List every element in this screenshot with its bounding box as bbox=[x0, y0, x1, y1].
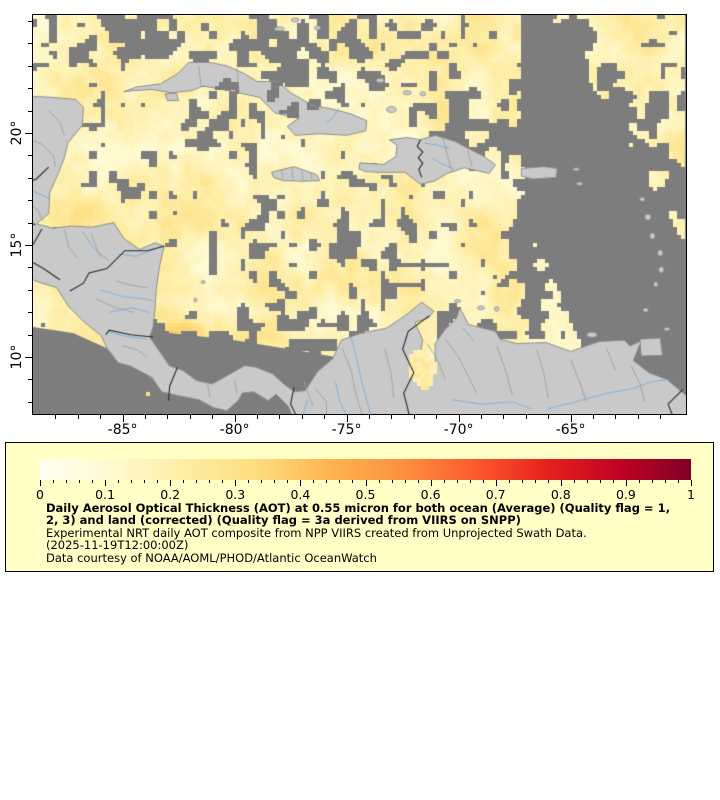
colorbar-tick bbox=[522, 480, 523, 483]
axis-tick bbox=[548, 415, 549, 419]
axis-tick bbox=[302, 415, 303, 419]
axis-tick bbox=[257, 415, 258, 419]
colorbar-tick bbox=[196, 480, 197, 483]
colorbar-tick bbox=[248, 480, 249, 483]
axis-tick bbox=[28, 223, 32, 224]
colorbar-tick-label: 0.8 bbox=[550, 487, 571, 502]
axis-tick bbox=[414, 415, 415, 419]
colorbar-tick bbox=[509, 480, 510, 483]
axis-tick bbox=[28, 402, 32, 403]
colorbar-tick bbox=[170, 480, 171, 486]
colorbar-tick bbox=[496, 480, 497, 486]
colorbar-tick-label: 0.5 bbox=[355, 487, 376, 502]
colorbar-tick bbox=[157, 480, 158, 483]
colorbar-tick bbox=[444, 480, 445, 483]
colorbar-tick bbox=[183, 480, 184, 483]
colorbar-tick bbox=[287, 480, 288, 483]
axis-tick bbox=[28, 178, 32, 179]
axis-tick bbox=[347, 415, 348, 422]
axis-tick bbox=[212, 415, 213, 419]
map-canvas bbox=[32, 14, 687, 415]
axis-tick bbox=[369, 415, 370, 419]
colorbar-tick bbox=[144, 480, 145, 483]
colorbar-tick bbox=[352, 480, 353, 483]
axis-tick bbox=[571, 415, 572, 422]
axis-tick bbox=[28, 290, 32, 291]
lat-axis-label: 20° bbox=[9, 120, 25, 146]
colorbar-tick bbox=[431, 480, 432, 486]
axis-tick bbox=[615, 415, 616, 419]
axis-tick bbox=[436, 415, 437, 419]
colorbar-tick bbox=[261, 480, 262, 483]
axis-tick bbox=[190, 415, 191, 419]
colorbar-tick bbox=[366, 480, 367, 486]
colorbar-tick-label: 0.6 bbox=[420, 487, 441, 502]
axis-tick bbox=[28, 111, 32, 112]
colorbar-tick bbox=[313, 480, 314, 483]
colorbar-tick bbox=[561, 480, 562, 486]
axis-tick bbox=[660, 415, 661, 419]
axis-tick bbox=[28, 66, 32, 67]
colorbar-tick-label: 0.9 bbox=[615, 487, 636, 502]
axis-tick bbox=[391, 415, 392, 419]
axis-tick bbox=[55, 415, 56, 419]
colorbar-tick bbox=[131, 480, 132, 483]
lat-axis-label: 10° bbox=[9, 344, 25, 370]
colorbar-tick bbox=[339, 480, 340, 483]
colorbar-tick bbox=[53, 480, 54, 483]
axis-tick bbox=[28, 267, 32, 268]
lon-axis-label: -85° bbox=[107, 422, 138, 438]
colorbar-tick bbox=[79, 480, 80, 483]
axis-tick bbox=[78, 415, 79, 419]
axis-tick bbox=[28, 43, 32, 44]
axis-tick bbox=[28, 155, 32, 156]
caption-line-bold: 2, 3) and land (corrected) (Quality flag = 3a derived from VIIRS on SNPP) bbox=[46, 513, 521, 528]
axis-tick bbox=[503, 415, 504, 419]
colorbar-tick bbox=[457, 480, 458, 483]
lon-axis-label: -65° bbox=[555, 422, 586, 438]
axis-tick bbox=[28, 379, 32, 380]
axis-tick bbox=[28, 21, 32, 22]
axis-tick bbox=[28, 335, 32, 336]
axis-tick bbox=[25, 245, 32, 246]
colorbar-tick bbox=[392, 480, 393, 483]
axis-tick bbox=[324, 415, 325, 419]
colorbar-tick-label: 0.7 bbox=[485, 487, 506, 502]
colorbar-tick-label: 0.2 bbox=[160, 487, 181, 502]
lon-axis-label: -75° bbox=[331, 422, 362, 438]
colorbar-tick-label: 0.1 bbox=[95, 487, 116, 502]
axis-tick bbox=[481, 415, 482, 419]
axis-tick bbox=[145, 415, 146, 419]
lon-axis-label: -70° bbox=[443, 422, 474, 438]
axis-tick bbox=[279, 415, 280, 419]
axis-tick bbox=[28, 312, 32, 313]
colorbar-tick bbox=[626, 480, 627, 486]
colorbar-tick bbox=[222, 480, 223, 483]
colorbar-tick bbox=[326, 480, 327, 483]
axis-tick bbox=[526, 415, 527, 419]
axis-tick bbox=[167, 415, 168, 419]
caption-line: Experimental NRT daily AOT composite from NPP VIIRS created from Unprojected Swath Data. bbox=[46, 525, 587, 540]
axis-tick bbox=[123, 415, 124, 422]
colorbar-tick-label: 0 bbox=[36, 487, 44, 502]
colorbar-gradient bbox=[40, 459, 691, 480]
colorbar-tick bbox=[105, 480, 106, 486]
colorbar-tick bbox=[613, 480, 614, 483]
colorbar-tick bbox=[235, 480, 236, 486]
colorbar-tick bbox=[418, 480, 419, 483]
colorbar-tick bbox=[379, 480, 380, 483]
colorbar-tick-label: 1 bbox=[687, 487, 695, 502]
axis-tick bbox=[28, 88, 32, 89]
lon-axis-label: -80° bbox=[219, 422, 250, 438]
colorbar-tick bbox=[483, 480, 484, 483]
colorbar-tick bbox=[470, 480, 471, 483]
colorbar-tick bbox=[665, 480, 666, 483]
colorbar-tick bbox=[535, 480, 536, 483]
colorbar-tick bbox=[574, 480, 575, 483]
colorbar-tick bbox=[587, 480, 588, 483]
axis-tick bbox=[25, 133, 32, 134]
colorbar-tick bbox=[639, 480, 640, 483]
colorbar-tick-label: 0.3 bbox=[225, 487, 246, 502]
colorbar-tick bbox=[652, 480, 653, 483]
colorbar-tick bbox=[691, 480, 692, 486]
axis-tick bbox=[100, 415, 101, 419]
axis-tick bbox=[459, 415, 460, 422]
colorbar-tick bbox=[40, 480, 41, 486]
colorbar-tick bbox=[92, 480, 93, 483]
axis-tick bbox=[235, 415, 236, 422]
colorbar-tick-label: 0.4 bbox=[290, 487, 311, 502]
legend-box bbox=[5, 442, 714, 572]
colorbar-tick bbox=[209, 480, 210, 483]
colorbar-tick bbox=[300, 480, 301, 486]
caption-block bbox=[46, 502, 670, 564]
colorbar-tick bbox=[548, 480, 549, 483]
axis-tick bbox=[638, 415, 639, 419]
colorbar-tick bbox=[405, 480, 406, 483]
colorbar-tick bbox=[600, 480, 601, 483]
colorbar-tick bbox=[66, 480, 67, 483]
axis-tick bbox=[28, 200, 32, 201]
colorbar-tick bbox=[274, 480, 275, 483]
colorbar-tick bbox=[678, 480, 679, 483]
axis-tick bbox=[25, 357, 32, 358]
caption-line: (2025-11-19T12:00:00Z) bbox=[46, 538, 189, 553]
colorbar-tick bbox=[118, 480, 119, 483]
axis-tick bbox=[593, 415, 594, 419]
caption-line-bold: Daily Aerosol Optical Thickness (AOT) at 0.55 micron for both ocean (Average) (Quality flag = 1, bbox=[46, 501, 670, 515]
caption-line: Data courtesy of NOAA/AOML/PHOD/Atlantic OceanWatch bbox=[46, 550, 377, 565]
lat-axis-label: 15° bbox=[9, 232, 25, 258]
